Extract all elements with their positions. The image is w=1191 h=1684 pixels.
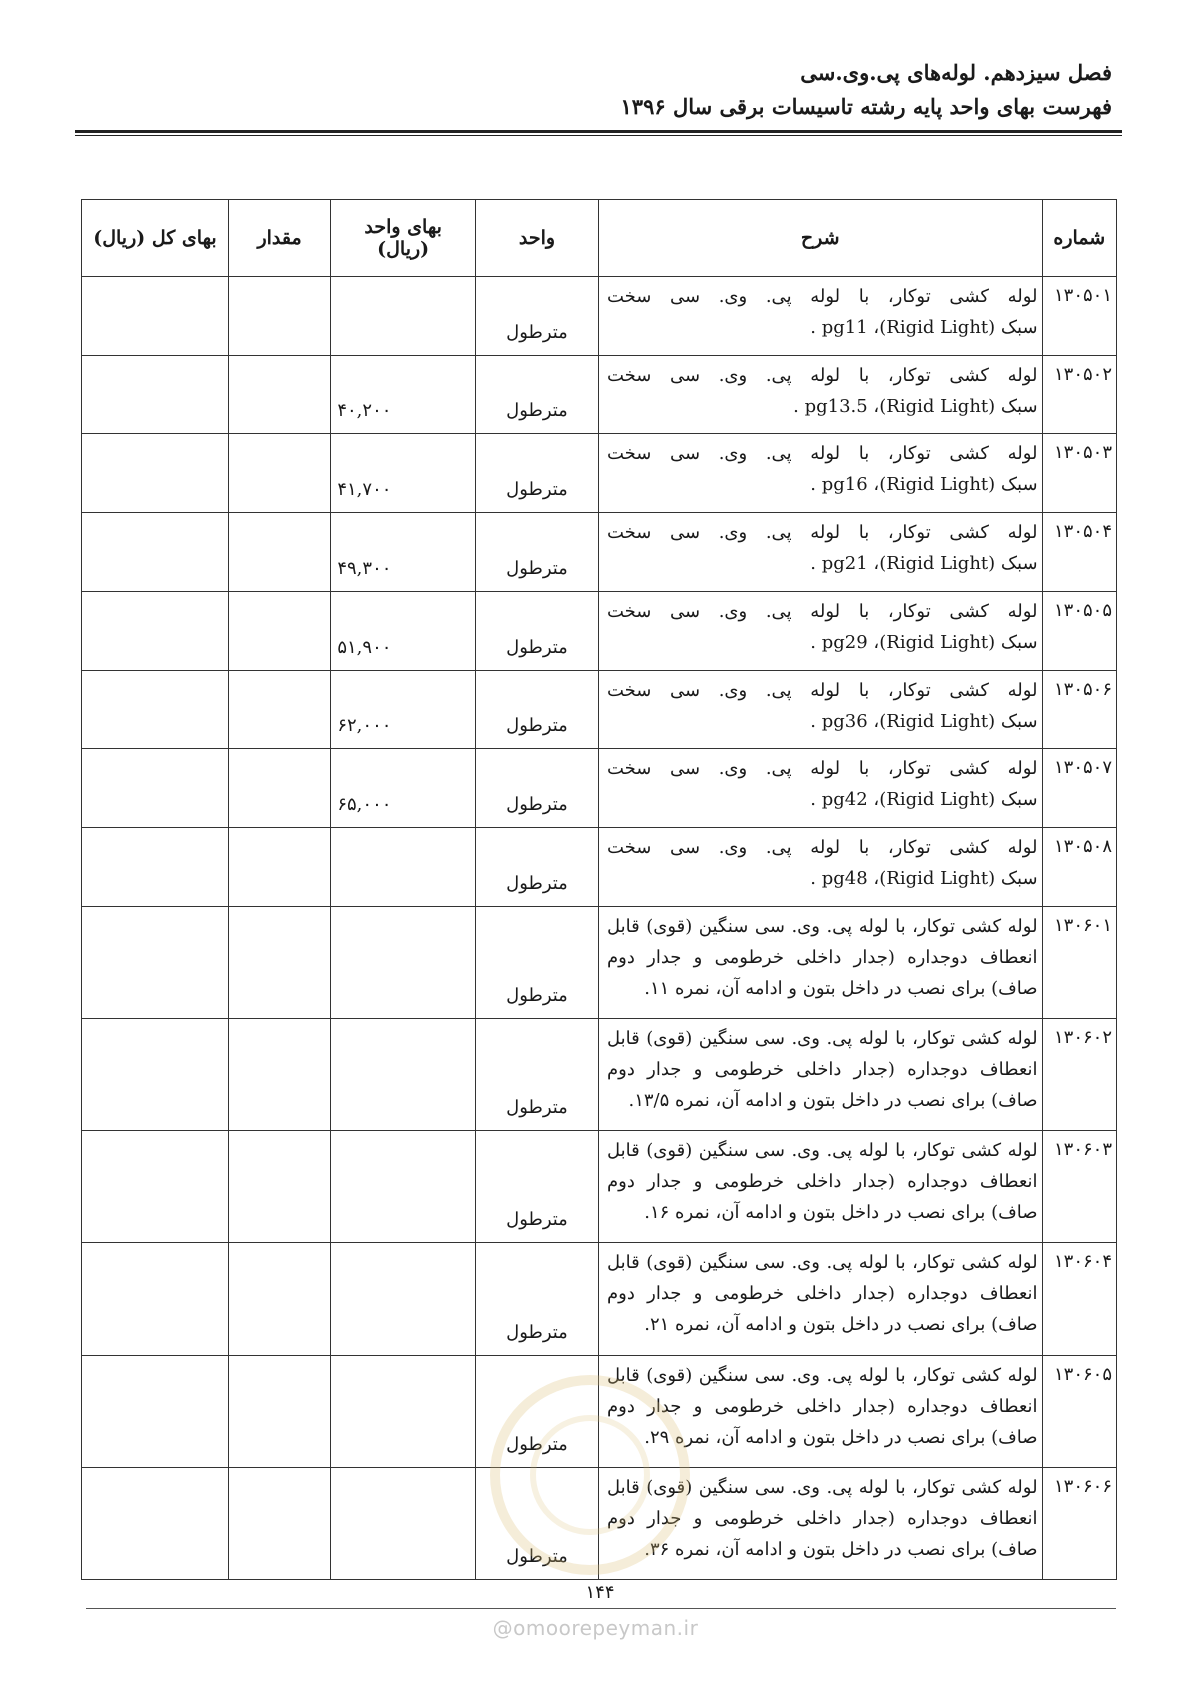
item-unit-price: ۴۱,۷۰۰ [331, 434, 476, 513]
description-line: لوله کشی توکار، با لوله پی. وی. سی سخت [606, 758, 1038, 780]
item-unit: مترطول [475, 1467, 598, 1579]
item-description [598, 828, 1042, 907]
item-quantity [228, 670, 331, 749]
description-line: سبک (Rigid Light)، pg29 . [810, 631, 1038, 653]
item-unit: مترطول [475, 434, 598, 513]
price-list-table [81, 199, 1117, 1580]
item-unit-price: ۴۰,۲۰۰ [331, 355, 476, 434]
table-row [82, 749, 1117, 828]
item-quantity [228, 355, 331, 434]
item-total [82, 277, 229, 356]
item-quantity [228, 1131, 331, 1243]
item-quantity [228, 591, 331, 670]
item-quantity [228, 513, 331, 592]
description-line: صاف) برای نصب در داخل بتون و ادامه آن، نمره ۲۱. [644, 1314, 1038, 1336]
description-line: لوله کشی توکار، با لوله پی. وی. سی سخت [606, 364, 1038, 386]
item-code: ۱۳۰۵۰۵ [1042, 591, 1116, 670]
item-total [82, 1355, 229, 1467]
table-row [82, 1131, 1117, 1243]
item-unit: مترطول [475, 828, 598, 907]
item-unit-price: ۶۵,۰۰۰ [331, 749, 476, 828]
description-line: صاف) برای نصب در داخل بتون و ادامه آن، نمره ۱۱. [644, 977, 1038, 999]
item-total [82, 670, 229, 749]
description-line: انعطاف دوجداره (جدار داخلی خرطومی و جدار دوم [606, 1507, 1038, 1529]
item-unit: مترطول [475, 1131, 598, 1243]
table-row [82, 670, 1117, 749]
item-description [598, 513, 1042, 592]
item-total [82, 355, 229, 434]
description-line: صاف) برای نصب در داخل بتون و ادامه آن، نمره ۱۶. [644, 1202, 1038, 1224]
description-line: لوله کشی توکار، با لوله پی. وی. سی سنگین (قوی) قابل [606, 1252, 1038, 1274]
page-header [75, 58, 1112, 122]
item-unit-price: ۴۹,۳۰۰ [331, 513, 476, 592]
item-unit-price [331, 277, 476, 356]
item-total [82, 513, 229, 592]
item-description [598, 591, 1042, 670]
item-quantity [228, 434, 331, 513]
description-line: سبک (Rigid Light)، pg42 . [810, 789, 1038, 811]
item-total [82, 906, 229, 1018]
item-unit: مترطول [475, 1243, 598, 1355]
description-line: صاف) برای نصب در داخل بتون و ادامه آن، نمره ۱۳/۵. [628, 1090, 1038, 1112]
item-description [598, 749, 1042, 828]
description-line: انعطاف دوجداره (جدار داخلی خرطومی و جدار دوم [606, 1395, 1038, 1417]
description-line: لوله کشی توکار، با لوله پی. وی. سی سنگین (قوی) قابل [606, 1476, 1038, 1498]
description-line: انعطاف دوجداره (جدار داخلی خرطومی و جدار دوم [606, 1283, 1038, 1305]
item-description [598, 670, 1042, 749]
header-total: بهای کل (ریال) [82, 200, 229, 277]
description-line: سبک (Rigid Light)، pg36 . [810, 710, 1038, 732]
description-line: سبک (Rigid Light)، pg13.5 . [793, 395, 1038, 417]
description-line: صاف) برای نصب در داخل بتون و ادامه آن، نمره ۲۹. [644, 1426, 1038, 1448]
item-description [598, 1467, 1042, 1579]
table-row [82, 434, 1117, 513]
item-quantity [228, 1019, 331, 1131]
item-unit: مترطول [475, 277, 598, 356]
table-row [82, 355, 1117, 434]
description-line: سبک (Rigid Light)، pg16 . [810, 474, 1038, 496]
item-unit-price [331, 1467, 476, 1579]
item-unit: مترطول [475, 591, 598, 670]
item-quantity [228, 1467, 331, 1579]
header-unit-price-currency: (ریال) [377, 238, 430, 260]
description-line: لوله کشی توکار، با لوله پی. وی. سی سخت [606, 286, 1038, 307]
header-rule-thin [75, 135, 1122, 136]
item-description [598, 1355, 1042, 1467]
item-total [82, 1131, 229, 1243]
table-row [82, 1467, 1117, 1579]
item-unit-price [331, 1131, 476, 1243]
table-header-row [82, 200, 1117, 277]
item-unit-price [331, 1355, 476, 1467]
item-code: ۱۳۰۵۰۲ [1042, 355, 1116, 434]
table-row [82, 1243, 1117, 1355]
item-description [598, 1131, 1042, 1243]
header-unit: واحد [475, 200, 598, 277]
site-watermark: @omoorepeyman.ir [492, 1616, 699, 1640]
item-unit: مترطول [475, 906, 598, 1018]
item-total [82, 1243, 229, 1355]
header-rule-thick [75, 130, 1122, 133]
item-unit-price: ۵۱,۹۰۰ [331, 591, 476, 670]
description-line: لوله کشی توکار، با لوله پی. وی. سی سنگین (قوی) قابل [606, 1028, 1038, 1050]
item-unit: مترطول [475, 513, 598, 592]
item-quantity [228, 1355, 331, 1467]
header-code: شماره [1042, 200, 1116, 277]
description-line: صاف) برای نصب در داخل بتون و ادامه آن، نمره ۳۶. [644, 1538, 1038, 1560]
header-unit-price-label: بهای واحد [364, 216, 442, 238]
item-quantity [228, 277, 331, 356]
header-quantity: مقدار [228, 200, 331, 277]
item-quantity [228, 1243, 331, 1355]
description-line: لوله کشی توکار، با لوله پی. وی. سی سخت [606, 679, 1038, 701]
item-description [598, 277, 1042, 356]
chapter-title: فصل سیزدهم. لوله‌های پی.وی.سی [800, 60, 1112, 85]
table-row [82, 591, 1117, 670]
item-total [82, 749, 229, 828]
item-unit: مترطول [475, 355, 598, 434]
item-unit-price: ۶۲,۰۰۰ [331, 670, 476, 749]
description-line: انعطاف دوجداره (جدار داخلی خرطومی و جدار دوم [606, 1171, 1038, 1193]
header-description: شرح [598, 200, 1042, 277]
description-line: سبک (Rigid Light)، pg11 . [810, 317, 1038, 338]
item-code: ۱۳۰۶۰۲ [1042, 1019, 1116, 1131]
description-line: لوله کشی توکار، با لوله پی. وی. سی سخت [606, 837, 1038, 859]
description-line: لوله کشی توکار، با لوله پی. وی. سی سخت [606, 522, 1038, 544]
description-line: انعطاف دوجداره (جدار داخلی خرطومی و جدار دوم [606, 946, 1038, 968]
item-description [598, 355, 1042, 434]
item-code: ۱۳۰۶۰۶ [1042, 1467, 1116, 1579]
item-unit-price [331, 1243, 476, 1355]
item-total [82, 1019, 229, 1131]
item-code: ۱۳۰۶۰۴ [1042, 1243, 1116, 1355]
description-line: انعطاف دوجداره (جدار داخلی خرطومی و جدار دوم [606, 1059, 1038, 1081]
item-description [598, 434, 1042, 513]
item-code: ۱۳۰۵۰۱ [1042, 277, 1116, 356]
description-line: لوله کشی توکار، با لوله پی. وی. سی سخت [606, 443, 1038, 465]
item-code: ۱۳۰۵۰۷ [1042, 749, 1116, 828]
table-row [82, 277, 1117, 356]
table-row [82, 1355, 1117, 1467]
description-line: لوله کشی توکار، با لوله پی. وی. سی سخت [606, 600, 1038, 622]
item-description [598, 1019, 1042, 1131]
item-code: ۱۳۰۵۰۳ [1042, 434, 1116, 513]
item-quantity [228, 749, 331, 828]
item-total [82, 1467, 229, 1579]
item-code: ۱۳۰۵۰۸ [1042, 828, 1116, 907]
item-unit-price [331, 906, 476, 1018]
item-description [598, 1243, 1042, 1355]
item-total [82, 591, 229, 670]
table-row [82, 906, 1117, 1018]
header-unit-price [331, 200, 476, 277]
item-unit-price [331, 828, 476, 907]
item-unit-price [331, 1019, 476, 1131]
item-total [82, 828, 229, 907]
footer-rule [86, 1608, 1116, 1609]
description-line: لوله کشی توکار، با لوله پی. وی. سی سنگین (قوی) قابل [606, 1364, 1038, 1386]
description-line: سبک (Rigid Light)، pg21 . [810, 553, 1038, 575]
table-row [82, 828, 1117, 907]
item-quantity [228, 906, 331, 1018]
item-unit: مترطول [475, 1019, 598, 1131]
description-line: لوله کشی توکار، با لوله پی. وی. سی سنگین (قوی) قابل [606, 1140, 1038, 1162]
item-code: ۱۳۰۵۰۶ [1042, 670, 1116, 749]
table-row [82, 513, 1117, 592]
item-code: ۱۳۰۵۰۴ [1042, 513, 1116, 592]
item-unit: مترطول [475, 670, 598, 749]
item-unit: مترطول [475, 749, 598, 828]
table-row [82, 1019, 1117, 1131]
description-line: سبک (Rigid Light)، pg48 . [810, 868, 1038, 890]
item-code: ۱۳۰۶۰۳ [1042, 1131, 1116, 1243]
item-quantity [228, 828, 331, 907]
document-subtitle: فهرست بهای واحد پایه رشته تاسیسات برقی سال ۱۳۹۶ [620, 94, 1112, 119]
item-total [82, 434, 229, 513]
page-number: ۱۴۴ [585, 1582, 615, 1603]
description-line: لوله کشی توکار، با لوله پی. وی. سی سنگین (قوی) قابل [606, 915, 1038, 937]
item-code: ۱۳۰۶۰۱ [1042, 906, 1116, 1018]
item-unit: مترطول [475, 1355, 598, 1467]
item-description [598, 906, 1042, 1018]
item-code: ۱۳۰۶۰۵ [1042, 1355, 1116, 1467]
